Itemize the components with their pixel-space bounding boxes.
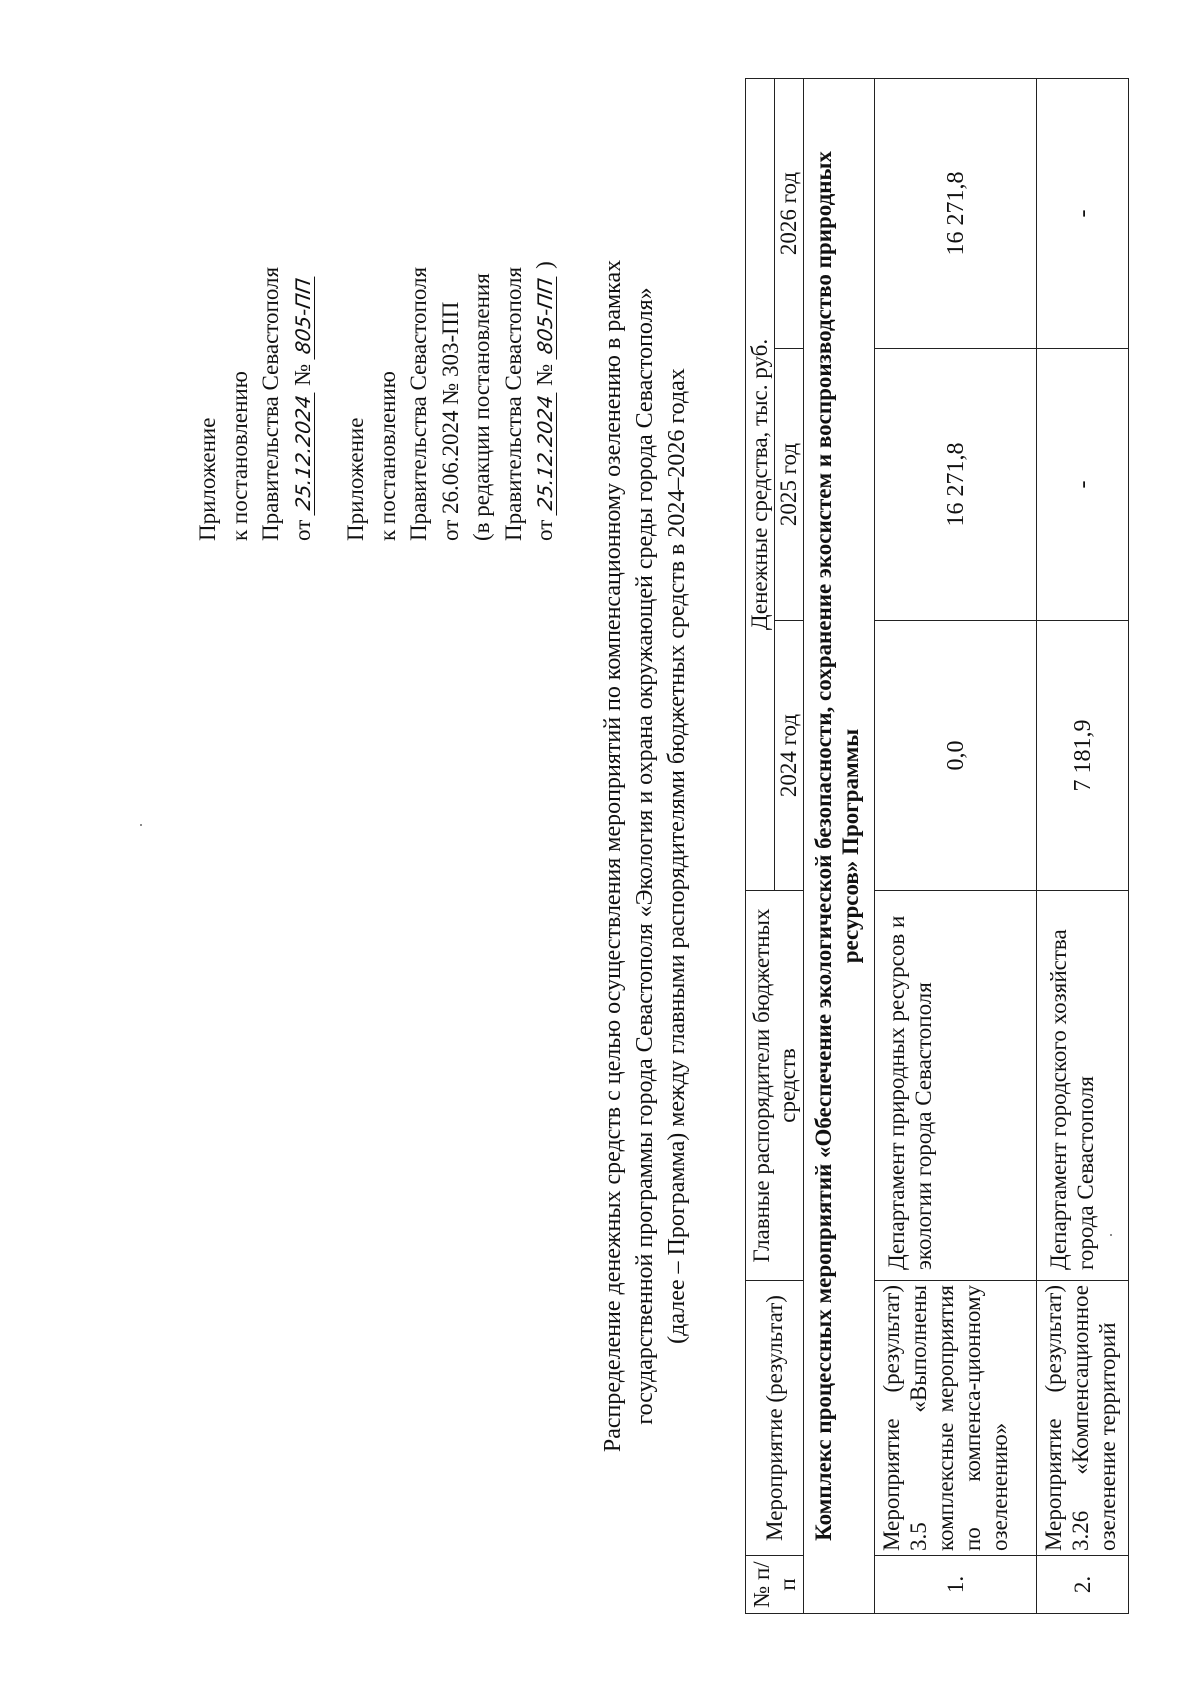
note1-date-line [287,71,319,541]
appendix-note-1 [192,71,318,541]
note1-handwritten-number: 805-ПП [292,273,315,360]
col-header-num: № п/п [746,1556,804,1614]
note1-line3: Правительства Севастополя [258,266,283,541]
row-2025-value: - [1037,349,1129,621]
row-manager: Департамент природных ресурсов и экологии города Севастополя [875,891,1037,1281]
note2-handwritten-date: 25.12.2024 [534,390,557,516]
note2-handwritten-number: 805-ПП [534,273,557,360]
row-2025-value: 16 271,8 [875,349,1037,621]
table-row [1037,78,1129,1613]
row-2026-value: - [1037,78,1129,348]
col-header-2026: 2026 год [775,78,804,348]
section-title: Комплекс процессных мероприятий «Обеспечение экологической безопасности, сохранение экосистем и воспроизводство природных ресурсов» Программы [804,78,875,1613]
note2-from-prefix: от [532,519,557,541]
table-header-row [746,78,775,1613]
appendix-header [192,71,583,541]
row-2026-value: 16 271,8 [875,78,1037,348]
row-2024-value: 7 181,9 [1037,621,1129,891]
table-row [875,78,1037,1613]
col-header-2024: 2024 год [775,621,804,891]
note2-close-paren: ) [532,261,557,269]
col-header-funds: Денежные средства, тыс. руб. [746,78,775,890]
note1-handwritten-date: 25.12.2024 [292,390,315,516]
col-header-measure: Мероприятие (результат) [746,1281,804,1556]
note2-line3: Правительства Севастополя [406,266,431,541]
row-num: 1. [875,1556,1037,1614]
row-measure: Мероприятие (результат) 3.5 «Выполнены комплексные мероприятия по компенса-ционному озеленению» [875,1281,1037,1556]
row-manager: Департамент городского хозяйства города Севастополя [1037,891,1129,1281]
col-header-2025: 2025 год [775,349,804,621]
note2-line5: (в редакции постановления [469,273,494,541]
col-header-managers: Главные распорядители бюджетных средств [746,891,804,1281]
note2-line6: Правительства Севастополя [500,266,526,541]
row-2024-value: 0,0 [875,621,1037,891]
note1-line2: к постановлению [226,371,252,541]
note2-line2: к постановлению [374,371,400,541]
note2-line4: от 26.06.2024 № 303-ПП [437,301,463,541]
note2-date-line [529,71,561,541]
title-line-2: государственной программы города Севастополя «Экология и охрана окружающей среды города Севастополя» [632,287,658,1425]
section-row [804,78,875,1613]
title-line-3: (далее – Программа) между главными распорядителями бюджетных средств в 2024–2026 годах [664,368,690,1344]
appendix-note-2 [340,71,561,541]
note1-from-prefix: от [289,519,315,541]
note2-number-sign: № [532,363,557,386]
document-title [597,106,693,1606]
note2-line1: Приложение [343,417,368,541]
funds-distribution-table [745,78,1129,1614]
note1-number-sign: № [289,363,315,386]
title-line-1: Распределение денежных средств с целью осуществления мероприятий по компенсационному озеленению в рамках [600,259,626,1453]
scan-speck [140,824,142,826]
row-num: 2. [1037,1556,1129,1614]
note1-line1: Приложение [195,417,220,541]
row-measure: Мероприятие (результат) 3.26 «Компенсационное озеленение территорий [1037,1281,1129,1556]
